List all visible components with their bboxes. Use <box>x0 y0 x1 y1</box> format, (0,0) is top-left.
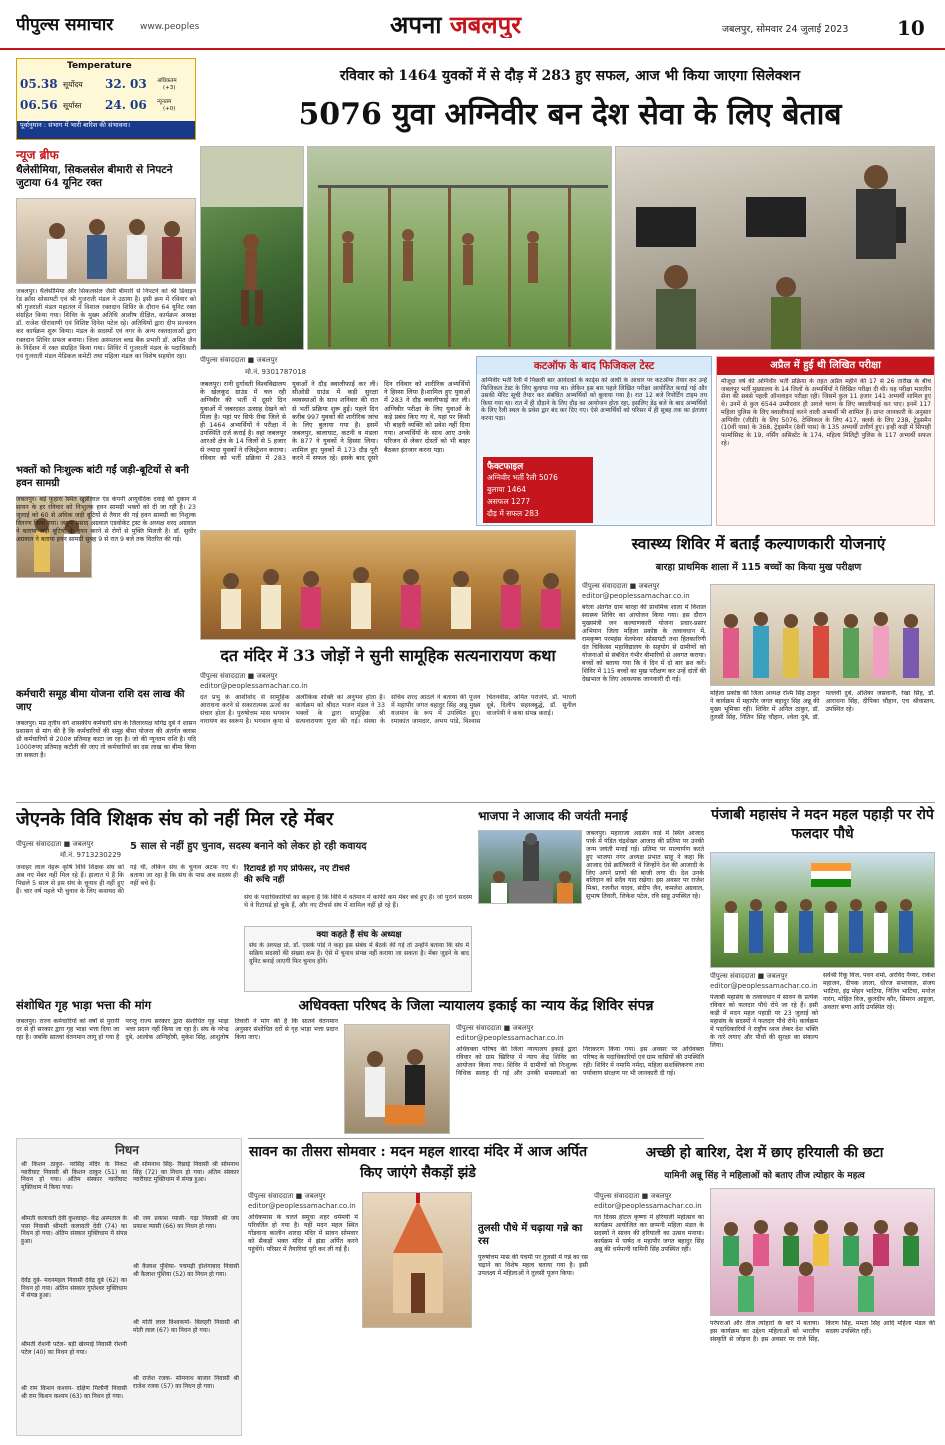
photo-rally-pullups <box>307 146 612 350</box>
obituary-title: निधन <box>115 1143 139 1157</box>
rain-headline: अच्छी हो बारिश, देश में छाए हरियाली की छटा <box>645 1145 884 1161</box>
obituary-entry: श्री जय प्रकाश प्यासी- गढ़ा निवासी श्री जय प्रकाश प्यासी (66) का निधन हो गया। <box>133 1215 239 1230</box>
masthead <box>0 0 945 50</box>
health-email: editor@peoplessamachar.co.in <box>582 592 690 600</box>
byline-name: पीपुल्स संवाददाता <box>594 1192 640 1200</box>
obituary-entry: श्री मोती लाल विश्वकर्मा- बिलहरी निवासी श्री मोती लाल (67) का निधन हो गया। <box>133 1319 239 1334</box>
obituary-entry: श्रीमती कलावती देवी कुशवाहा- केंद्र अस्पताल के पास निवासी श्रीमती कलावती देवी (74) का निधन हो गया। अंतिम संस्कार मुक्तिधाम में संपन्न हुआ। <box>21 1215 127 1245</box>
jnkvv-sub1-body: संघ के पदाधिकारियों का कहना है कि विवि में वर्तमान में काफी कम मेंबर बचे हुए हैं। जो पुराने सदस्य थे वे रिटायर्ड हो चुके हैं, और नए टीचर्स संघ में शामिल नहीं हो रहे हैं। <box>244 894 472 909</box>
dateline: जबलपुर, सोमवार 24 जुलाई 2023 <box>722 24 849 35</box>
housing-headline: संशोधित गृह भाड़ा भत्ता की मांग <box>16 998 152 1012</box>
min-label: न्यूनतम <box>157 99 172 105</box>
section-title <box>390 8 590 38</box>
byline-city: जबलपुर <box>304 1192 326 1200</box>
factfile-item: बुलाया 1464 <box>487 485 527 494</box>
byline-city: जबलपुर <box>256 672 278 680</box>
jnkvv-headline: जेएनके विवि शिक्षक संघ को नहीं मिल रहे मेंबर <box>16 809 334 830</box>
tulsi-body: पुरुषोत्तम मास की पंचमी पर तुलसी में गन्ने का रस चढ़ाने का विशेष महत्व बताया गया है। इसी उपलक्ष्य में महिलाओं ने तुलसी पूजन किया। <box>478 1254 588 1277</box>
byline-city: जबलपुर <box>638 582 660 590</box>
byline-name: पीपुल्स संवाददाता <box>456 1024 502 1032</box>
obituary-entry: श्री सोमनाथ सिंह- रिछाई निवासी श्री सोमनाथ सिंह (72) का निधन हो गया। अंतिम संस्कार ग्वारीघाट मुक्तिधाम में संपन्न हुआ। <box>133 1161 239 1184</box>
brand-logo: पीपुल्स समाचार <box>16 15 114 35</box>
byline-city: जबलपुर <box>512 1024 534 1032</box>
sunrise-label: सूर्योदय <box>63 80 83 89</box>
byline-name: पीपुल्स संवाददाता <box>582 582 628 590</box>
max-delta: (+3) <box>163 85 176 91</box>
byline-name: पीपुल्स संवाददाता <box>200 672 246 680</box>
advocate-body: अधिवक्ता परिषद की जिला न्यायालय इकाई द्वारा रविवार को ग्राम खिरिया में न्याय केंद्र शिविर का आयोजन किया गया। शिविर में ग्रामीणों को निःशुल्क विधिक सलाह दी गई और उनकी समस्याओं का निराकरण किया गया। इस अवसर पर अधिवक्ता परिषद के पदाधिकारियों एवं ग्राम वासियों की उपस्थिति रही। शिविर में नमामि नर्मदा, महिला सशक्तिकरण तथा पर्यावरण संरक्षण पर भी जानकारी दी गई। <box>456 1046 704 1077</box>
section-prefix: अपना <box>390 10 442 38</box>
obituary-entry: श्री राम किशन कश्यप- दक्षिण मिलौनी निवासी श्री राम किशन कश्यप (63) का निधन हो गया। <box>21 1385 127 1400</box>
divider <box>248 1138 704 1139</box>
obituary-entry: श्रीमती रोशनी पटेल- बड़ी खेरमाई निवासी रोशनी पटेल (40) का निधन हो गया। <box>21 1341 127 1356</box>
azad-headline: भाजपा ने आजाद की जयंती मनाई <box>478 809 628 823</box>
min-delta: (+0) <box>163 106 176 112</box>
factfile <box>483 457 593 523</box>
lead-body: जबलपुर। रानी दुर्गावती विश्वविद्यालय के खेलकूद ग्राउंड में चल रही अग्निवीर की भर्ती में दूसरे दिन युवाओं में जबरदस्त उत्साह देखने को मिला है। यहां पर सिर्फ रीवा जिले से ही 1464 अभ्यर्थियों ने परीक्षा में उपस्थिति दर्ज कराई है। वहां जबलपुर आरओ क्षेत्र के 14 जिलों से 5 हजार से ज्यादा युवकों ने रजिस्ट्रेशन कराया। रविवार को भर्ती प्रक्रिया में 283 युवाओं ने दौड़ क्वालीफाई कर ली। सीओडी ग्राउंड में कड़ी सुरक्षा व्यवस्थाओं के साथ शनिवार की रात से भर्ती प्रक्रिया शुरू हुई। पहले दिन करीब 997 युवकों की शारीरिक जांच के लिए बुलाया गया है। इसमें जबलपुर, बालाघाट, कटनी व मंडला के 877 ने युवकों ने हिस्सा लिया। शामिल हुए युवकों में 173 दौड़ पूरी करने में सफल रहे। इसके बाद दूसरे दिन रविवार को शारीरिक अभ्यर्थियों ने हिस्सा लिया है।शामिल हुए युवाओं में 283 ने दौड़ क्वालीफाई कर ली। अग्निवीर परीक्षा के लिए युवाओं के कड़े प्रबंध किए गए थे, यहां पर किसी भी बाहरी व्यक्ति को प्रवेश नहीं दिया गया। अभ्यर्थियों के साथ आए उनके परिजन से लेकर दोस्तों को भी बाहर बैठकर इंतजार करना पड़ा। <box>200 380 470 462</box>
photo-temple <box>362 1192 472 1328</box>
byline-name: पीपुल्स संवाददाता <box>16 840 62 848</box>
health-subhead: बारहा प्राथमिक शाला में 115 बच्चों का किया मुख परीक्षण <box>655 562 862 573</box>
rain-email: editor@peoplessamachar.co.in <box>594 1202 702 1210</box>
punjabi-email: editor@peoplessamachar.co.in <box>710 982 818 990</box>
factfile-title: फैक्टफाइल <box>487 462 524 471</box>
brand-url: www.peoples <box>140 22 200 32</box>
lead-kicker: रविवार को 1464 युवकों में से दौड़ में 283 हुए सफल, आज भी किया जाएगा सिलेक्शन <box>339 68 801 84</box>
jnkvv-sub2-title: क्या कहते हैं संघ के अध्यक्ष <box>316 930 402 940</box>
thal-headline: थैलेसीमिया, सिकलसेल बीमारी से निपटने जुटाया 64 यूनिट रक्त <box>16 164 173 189</box>
jnkvv-sub2-box <box>244 926 472 992</box>
sunrise-time: 05.38 <box>20 77 58 91</box>
sunset-time: 06.56 <box>20 98 58 112</box>
insurance-headline: कर्मचारी समूह बीमा योजना राशि दस लाख की जाए <box>16 689 185 713</box>
sawan-email: editor@peoplessamachar.co.in <box>248 1202 356 1210</box>
sawan-byline: पीपुल्स संवाददाता ■ जबलपुर <box>248 1192 326 1200</box>
max-label: अधिकतम <box>157 78 177 84</box>
insurance-body: जबलपुर। मप्र तृतीय वर्ग शासकीय कर्मचारी संघ के जिलाध्यक्ष योगेंद्र दुबे ने शासन प्रशासन से मांग की है कि कर्मचारियों की समूह बीमा योजना की अंतर्गत क्लास थ्री कर्मचारियों से 200रु प्रतिमाह काटा जा रहा है। जो की न्यूनतम राशि है। यदि 1000रुपए प्रतिमाह कटौती की जाए तो कर्मचारियों का दस लाख का बीमा किया जा सकता है। <box>16 720 196 759</box>
photo-satyanarayan <box>200 530 576 640</box>
azad-body: जबलपुर। महाराजा अग्रसेन वार्ड में स्थित आजाद पार्क में पंडित चंद्रशेखर आजाद की प्रतिमा पर उनकी जन्म जयंती मनाई गई। प्रतिमा पर माल्यार्पण करते हुए भाजपा नगर अध्यक्ष प्रभात साहू ने कहा कि आजाद ऐसे क्रांतिकारी थे जिन्होंने देश की आजादी के लिए अपने प्राणों की बाजी लगा दी। देश उनके बलिदान को सदैव याद रखेगा। इस अवसर पर राजेश मिश्रा, रजनीश यादव, संदीप जैन, कमलेश अग्रवाल, सुभाष तिवारी, लिकेश पटेल, रवि साहू उपस्थित रहे। <box>586 830 704 901</box>
jnkvv-body: जवाहर लाल नेहरू कृषि विवि शिक्षक संघ को अब नए मेंबर नहीं मिल रहे हैं। हालात ये हैं कि पिछले 5 साल से इस संघ के चुनाव ही नहीं हुए हैं। चार वर्ष पहले भी चुनाव के लिए कवायद की गई थी, लेकिन संघ के चुनाव अटक गए थे। बताया जा रहा है कि संघ के पास अब सदस्य ही नहीं बचे हैं। <box>16 864 238 896</box>
housing-body: जबलपुर। राज्य कर्मचारियों को वर्षों से पुरानी दर से ही सरकार द्वारा गृह भाड़ा भत्ता दिया जा रहा है। जबकि सातवां वेतनमान लागू हो गया है परन्तु राज्य सरकार द्वारा संशोधित गृह भाड़ा भत्ता प्रदान नहीं किया जा रहा है। संघ के नरेन्द्र दुबे, आलोक अग्निहोत्री, मुकेश सिंह, आशुतोष तिवारी ने मांग की है कि सातवें वेतनमान अनुसार संशोधित दरों से गृह भाड़ा भत्ता प्रदान किया जाए। <box>16 1018 338 1041</box>
punjabi-byline: पीपुल्स संवाददाता ■ जबलपुर <box>710 972 788 980</box>
photo-rally-running <box>200 146 304 350</box>
photo-blood-donation <box>16 198 196 284</box>
photo-hariyali <box>710 1188 935 1316</box>
byline-name: पीपुल्स संवाददाता <box>200 356 246 364</box>
satya-headline: दत मंदिर में 33 जोड़ों ने सुनी सामूहिक सत्यनारायण कथा <box>220 646 556 665</box>
factfile-item: अग्निवीर भर्ती रैली 5076 <box>487 473 558 482</box>
byline-city: जबलपुर <box>766 972 788 980</box>
thal-body: जबलपुर। थैलेसीमिया और सिकलसेल जैसी बीमारी से निपटने को श्री डिवाइन रेड क्रॉस सोसायटी एवं श्री गुजराती मंडल ने उठाया है। इसी क्रम में रविवार को श्री गुजराती मंडल महातल में विशाल रक्तदान शिविर के दौरान 64 यूनिट रक्त संग्रहित किया गया। शिविर के मुख्य अतिथि आशीष दीक्षित, कार्यक्रम अध्यक्ष डॉ. राजेश धीरावाणी एवं विशिष्ट दिनेश पटेल रहे। अतिथियों द्वारा दीप प्रज्वलन कर कार्यक्रम शुरू किया। मंडल के सदस्यों एवं नगर के अन्य रक्तदाताओं द्वारा रक्तदान शिविर सफल बनाया। जिला अस्पताल ब्लड बैंक प्रभारी डॉ. अमित जैन के निर्देशन में रक्त संग्रहित किया गया। शिविर में गुजराती मंडल के पदाधिकारी एवं गुजराती मंडल मेडिकल कमेटी तथा महिला मंडल का विशेष सहयोग रहा। <box>16 288 196 360</box>
byline-city: जबलपुर <box>256 356 278 364</box>
photo-rally-registration <box>615 146 935 350</box>
health-body: बरेला अंतर्गत ग्राम बारहा की प्राथमिक शाला में विशाल स्वास्थ्य शिविर का आयोजन किया गया। इस दौरान मुख्यमंत्री जन कल्याणकारी योजना प्रचार-प्रसार अभियान जिला महिला प्रकोष्ठ के तत्वावधान में, रामकृष्ण परमहंस वेलफेयर सोसायटी तथा हितकारिणी दंत चिकित्सा महाविद्यालय के सहयोग से ग्रामीणों को योजनाओं से संबंधित गंभीर बीमारियों से अवगत कराया। बच्चों को बताया गया कि वे दिन में दो बार ब्रश करें। शिविर में 115 बच्चों का मुख परीक्षण कर उन्हें दांतों की देखभाल के लिए आवश्यक जानकारी दी गई। <box>582 604 706 683</box>
temperature-title: Temperature <box>67 61 132 71</box>
lead-byline: पीपुल्स संवाददाता ■ जबलपुर <box>200 356 278 364</box>
tulsi-headline: तुलसी पौधे में चढ़ाया गन्ने का रस <box>478 1223 583 1247</box>
jnkvv-byline: पीपुल्स संवाददाता ■ जबलपुर <box>16 840 94 848</box>
factfile-item: दौड़ में सफल 283 <box>487 509 539 518</box>
max-temp: 32. 03 <box>105 77 147 91</box>
byline-city: जबलपुर <box>72 840 94 848</box>
health-byline: पीपुल्स संवाददाता ■ जबलपुर <box>582 582 660 590</box>
cutoff-title: कटऑफ के बाद फिजिकल टेस्ट <box>477 357 711 375</box>
sunset-label: सूर्यास्त <box>63 101 82 110</box>
sawan-headline: सावन का तीसरा सोमवार : मदन महल शारदा मंदिर में आज अर्पित किए जाएंगे सैकड़ों झंडे <box>248 1144 588 1181</box>
satya-email: editor@peoplessamachar.co.in <box>200 682 308 690</box>
factfile-item: असफल 1277 <box>487 497 531 506</box>
health-tail: महिला प्रकोष्ठ की जिला अध्यक्ष रश्मि सिंह ठाकुर ने कार्यक्रम में महापौर जगत बहादुर सिंह अन्नू की मुख्य भूमिका रही। शिविर में अनिल ठाकुर, डॉ. तुलसी सिंह, नितिन सिंह चौहान, श्वेता दुबे, डॉ. पल्लवी दुबे, अंशिका जसवानी, रेखा सिंह, डॉ. आराधना सिंह, दीपिका चौहान, एच श्रीवास्तव, उपस्थित रहे। <box>710 690 935 721</box>
rain-subhead: यामिनी अन्नू सिंह ने महिलाओं को बताए तीज त्योहार के महत्व <box>664 1171 865 1181</box>
satya-byline: पीपुल्स संवाददाता ■ जबलपुर <box>200 672 278 680</box>
rain-tail: परंपराओं और तीज त्योहारों के बारे में बताया। इस कार्यक्रम का उद्देश्य महिलाओं को भारतीय संस्कृति से जोड़ना है। इस अवसर पर राजे सिंह, किरण सिंह, ममता सिंह आदि महिला मंडल की सदस्य उपस्थित रहीं। <box>710 1320 935 1343</box>
april-body: मौजूदा वर्ष की अग्निवीर भर्ती प्रक्रिया के तहत अप्रैल महीने की 17 से 26 तारीख के बीच जबलपुर भर्ती मुख्यालय के 14 जिलों के अभ्यर्थियों ने लिखित परीक्षा दी थी। यह परीक्षा भारतीय सेना की सबसे पहली ऑनलाइन परीक्षा रही। जिसमें कुल 11 हजार 141 अभ्यर्थी शामिल हुए थे। उनमें से कुल 6544 उम्मीदवार ही अगले चरण के लिए क्वालीफाई कर पाए। इनमें 117 महिला पुलिस के लिए क्वालीफाई करने वाली अभ्यर्थी भी शामिल हैं। प्राप्त जानकारी के अनुसार अग्निवीर (जीडी) के लिए 5076, टेक्निकल के लिए 417, क्लर्क के लिए 238, ट्रेड्समैन (10वीं पास) के 368, ट्रेड्समैन (8वीं पास) के 135 अभ्यर्थी उत्तीर्ण हुए। इन्हीं कड़ी में सिपाही फार्मासिस्ट के 19, नर्सिंग असिस्टेंट के 174, महिला मिलिट्री पुलिस के 117 अभ्यर्थी सफल रहे। <box>721 378 931 447</box>
cutoff-box <box>476 356 712 526</box>
jnkvv-mobile: मो.नं. 9713230229 <box>60 851 122 859</box>
herbs-body: जबलपुर। बड़े फुहारा स्थित खुन्नीलाल एंड कंपनी आयुर्वेदिक दवाई की दुकान में सावन के हर रविवार को निःशुल्क हवन सामग्री भक्तों को दी जा रही है। 23 जुलाई को 60 से अधिक जड़ी बूटियों से तैयार की गई हवन सामग्री का निशुल्क वितरण किया गया। जमुना प्रसाद अग्रवाल एडवोकेट ट्रस्ट के अध्यक्ष शरद अग्रवाल ने बताया जड़ी बूटियों के हवन करने से रोगों से मुक्ति मिलती है। डॉ. सुधीर अग्रवाल ने बताया हवन सामग्री सुबह 9 से रात 9 बजे तक वितरित की गई। <box>16 496 196 543</box>
photo-health-camp <box>710 584 935 686</box>
jnkvv-sub2-text: संघ के अध्यक्ष प्रो. डॉ. एसके पांडे ने कहा इस संबंध में बैठकें की गई तो उन्होंने बताया कि संघ में सक्रिय सदस्यों की संख्या कम है। ऐसे में चुनाव संपन्न नहीं कराया जा सकता है। मेंबर जुड़ने के बाद यूनिट बनाई जाएगी फिर चुनाव होंगे। <box>249 942 469 965</box>
april-title: अप्रैल में हुई थी लिखित परीक्षा <box>717 357 934 375</box>
obituary-box <box>16 1138 242 1436</box>
sawan-body: अधिकमास के चलते समूचा शहर धर्ममयी में परिवर्तित हो गया है। यहीं मदन महल स्थित गोंडवाना कालीन शारदा मंदिर में सावन सोमवार को सैकड़ों भक्त मंदिर में झंडा अर्पित करने पहुंचेंगे। परिसर में तैयारियां पूरी कर ली गई हैं। <box>248 1214 358 1253</box>
sawan-tail <box>362 1332 472 1436</box>
april-box <box>716 356 935 526</box>
divider <box>16 802 935 803</box>
byline-name: पीपुल्स संवाददाता <box>710 972 756 980</box>
rain-byline: पीपुल्स संवाददाता ■ जबलपुर <box>594 1192 672 1200</box>
health-headline: स्वास्थ्य शिविर में बताईं कल्याणकारी योजनाएं <box>631 534 886 553</box>
obituary-entry: श्री किशन ठाकुर- नरसिंह मंदिर के निकट ग्वारीघाट निवासी श्री किशन ठाकुर (51) का निधन हो गया। अंतिम संस्कार ग्वारीघाट मुक्तिधाम में किया गया। <box>21 1161 127 1191</box>
herbs-headline: भक्तों को निःशुल्क बांटी गईं जड़ी-बूटियों से बनी हवन सामग्री <box>16 465 189 489</box>
jnkvv-sub1: रिटायर्ड हो गए प्रोफेसर, नए टीचर्स की रूचि नहीं <box>244 864 350 885</box>
cutoff-body: अग्निवीर भर्ती रैली में पिछली बार आवेदकों के कार्ड्स को आधी के आधार पर कटऑफ तैयार कर उन्हें फिजिकल टेस्ट के लिए बुलाया गया था। लेकिन इस बार पहले लिखित परीक्षा आयोजित कराई गई और उसकी मेरिट सूची तैयार कर संबंधित अभ्यर्थियों को बुलाया गया है। रात 12 बजे रिपोर्टिंग टाइम तय किया गया था। रात में ही दौड़ाने के लिए दौड़ का आयोजन होता रहा, इसलिए डेढ़ बजे के बाद अभ्यर्थियों के लिए रैली स्थल के प्रवेश द्वार बंद कर दिए गए। ऐसे अभ्यर्थियों को परिसर में ही सुबह तक का इंतजार करना पड़ा। <box>481 377 707 422</box>
obituary-entry: देवेंद्र दुबे- मदनमहल निवासी देवेंद्र दुबे (62) का निधन हो गया। अंतिम संस्कार गुप्तेश्वर मुक्तिधाम में संपन्न हुआ। <box>21 1277 127 1300</box>
lead-headline: 5076 युवा अग्निवीर बन देश सेवा के लिए बेताब <box>298 97 842 132</box>
obituary-entry: श्री कैलाश पुंशिया- पचमढ़ी होशंगाबाद निवासी श्री कैलाश पुंशिया (52) का निधन हो गया। <box>133 1263 239 1278</box>
advocate-headline: अधिवक्ता परिषद के जिला न्यायालय इकाई का न्याय केंद्र शिविर संपन्न <box>298 998 654 1014</box>
page-number: 10 <box>897 16 925 40</box>
photo-plantation <box>710 852 935 968</box>
news-brief-label: न्यूज ब्रीफ <box>16 148 59 162</box>
temperature-box <box>16 58 196 140</box>
forecast: पूर्वानुमान : संभाग में भारी बारिश की संभावना। <box>17 121 195 139</box>
min-temp: 24. 06 <box>105 98 147 112</box>
photo-advocate <box>344 1024 450 1134</box>
obituary-entry: श्री राजेश रजक- सोमनाथ बाजार निवासी श्री राजेश रजक (57) का निधन हो गया। <box>133 1375 239 1390</box>
satya-body: दत प्रभु के आशीर्वाद से सामूहिक आराधना करने से सकारात्मक ऊर्जा का संचार होता है। पुरुषोत्तम मास भगवान नारायण का स्वरूप है। भगवान कृपा से अलौकिक शक्ति का अनुभव होता है। कार्यक्रम को श्रीदत भजन मंडल ने 33 भक्तों के द्वारा सामूहिक श्री सत्यनारायण पूजा की गई। संस्था के सचिव शरद आठले ने बताया की पूजन में महापौर जगत बहादुर सिंह अन्नू मुख्य यजमान के रूप में उपस्थित हुए। रमाकांत जामदार, अभय पांडे, विश्वास चितनवीस, अमित पराजंपे, डॉ. भारती दूबे, दिलीप सहस्त्रबुद्धे, डॉ. सुनील वाजपेयी ने कथा संपन्न कराई। <box>200 694 576 725</box>
photo-azad <box>478 830 582 904</box>
advocate-email: editor@peoplessamachar.co.in <box>456 1034 564 1042</box>
byline-name: पीपुल्स संवाददाता <box>248 1192 294 1200</box>
section-city: जबलपुर <box>449 10 522 38</box>
lead-mobile: मो.नं. 9301787018 <box>245 368 307 376</box>
punjabi-body: पंजाबी महासंघ के तत्वावधान में सावन के प्रत्येक रविवार को फलदार पौधे रोपे जा रहे हैं। इसी कड़ी में मदन महल पहाड़ी पर 23 जुलाई को महासंघ के सदस्यों ने फलदार पौधे रोपे। कार्यक्रम में पदाधिकारियों ने राष्ट्रीय ध्वज लेकर देश भक्ति के नारे लगाए और पौधों की सुरक्षा का संकल्प लिया। <box>710 994 818 1049</box>
punjabi-tail: सर्वश्री रिंकू विज, पवन शर्मा, अरविंद नैय्यर, राकेश महाजन, दीपक लाला, धीरज सभरवाल, संजय भाटिया, इंद्र मोहन भाटिया, नितिन भाटिया, मनोज नारंग, मोहित विज, कुलदीप कौर, सिमरन आहूजा, अवतार बग्गा आदि उपस्थित रहे। <box>823 972 935 1011</box>
advocate-byline: पीपुल्स संवाददाता ■ जबलपुर <box>456 1024 534 1032</box>
punjabi-headline: पंजाबी महासंघ ने मदन महल पहाड़ी पर रोपे फलदार पौधे <box>711 807 934 842</box>
byline-city: जबलपुर <box>650 1192 672 1200</box>
jnkvv-subhead: 5 साल से नहीं हुए चुनाव, सदस्य बनाने को लेकर हो रही कवायद <box>130 841 367 852</box>
rain-body: गत दिवस होटल कृष्णा में हरियाली महोत्सव का कार्यक्रम आयोजित कर छप्पनी महिला मंडल के सदस्यों ने सावन की हरियाली का उत्सव मनाया। कार्यक्रम में पार्षद व महापौर जगत बहादुर सिंह अन्नू की धर्मपत्नी यामिनी सिंह उपस्थित रहीं। <box>594 1214 704 1253</box>
